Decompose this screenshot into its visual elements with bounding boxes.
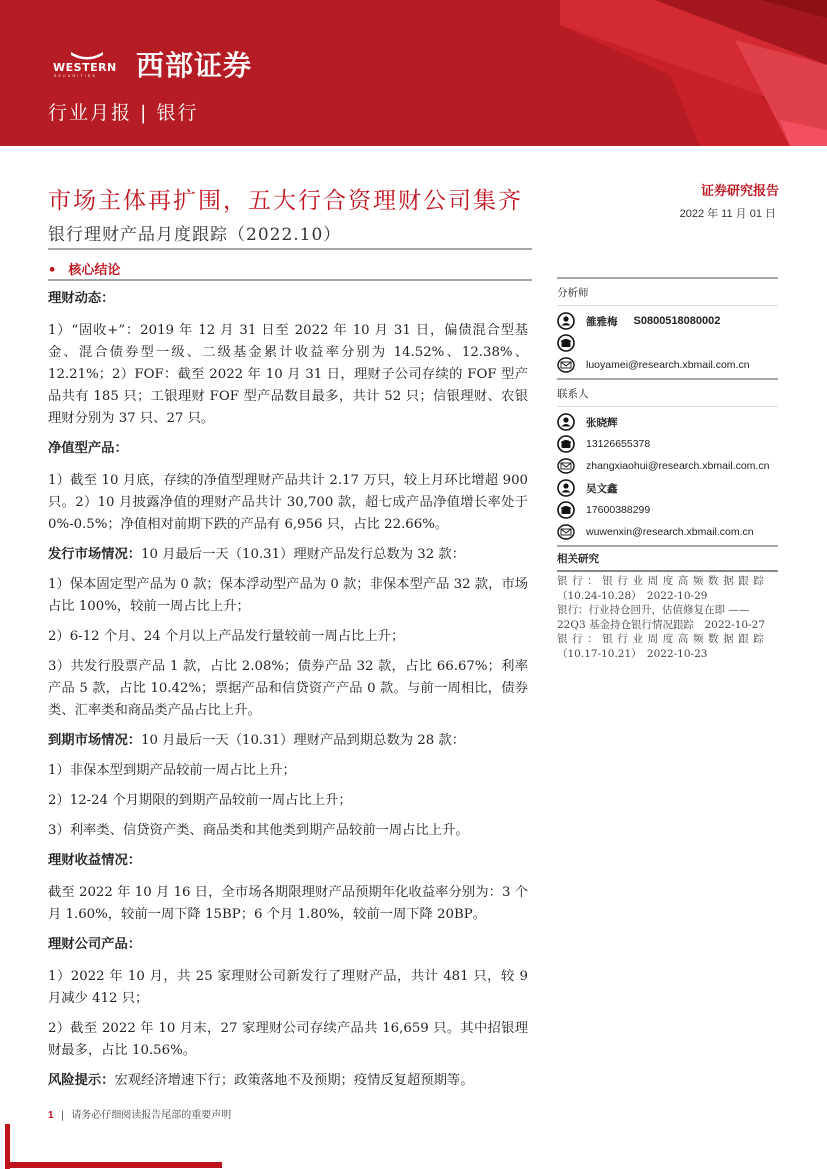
paragraph: 1）2022 年 10 月，共 25 家理财公司新发行了理财产品，共计 481 只，较 9 月减少 412 只； [48, 969, 528, 1006]
contact-phone: 17600388299 [586, 504, 651, 516]
page-footer [48, 1106, 231, 1121]
footer-separator: | [60, 1110, 65, 1121]
corner-decoration [5, 1162, 222, 1168]
core-label: 核心结论 [68, 263, 121, 278]
paragraph: 1）截至 10 月底，存续的净值型理财产品共计 2.17 万只，较上月环比增超 900 只。2）10 月披露净值的理财产品共计 30,700 款，超七成产品净值增长率处于 0%-0.5%；净值相对前期下跌的产品有 6,956 只，占比 22.66%。 [48, 473, 528, 532]
section-heading: 理财收益情况： [48, 853, 142, 868]
contact-email-row [557, 455, 778, 477]
company-logo [52, 44, 252, 84]
risk-warning [48, 1070, 528, 1092]
report-label: 证券研究报告 [700, 184, 779, 199]
contact-email[interactable]: zhangxiaohui@research.xbmail.com.cn [586, 460, 770, 472]
contact-phone: 13126655378 [586, 438, 651, 450]
paragraph: 2）6-12 个月、24 个月以上产品发行量较前一周占比上升； [48, 629, 405, 644]
footer-disclaimer: 请务必仔细阅读报告尾部的重要声明 [71, 1110, 232, 1121]
section-heading-tail: 10 月最后一天（10.31）理财产品发行总数为 32 款： [141, 547, 466, 562]
report-header-banner [0, 0, 827, 146]
analyst-name-row [557, 310, 778, 332]
analyst-name: 雒雅梅 [586, 315, 618, 328]
paragraph: 2）截至 2022 年 10 月末，27 家理财公司存续产品共 16,659 只。其中招银理财最多，占比 10.56%。 [48, 1021, 528, 1058]
main-body [48, 288, 528, 1100]
section-heading: 理财动态： [48, 291, 115, 306]
related-date: （10.17-10.21） 2022-10-23 [557, 647, 708, 660]
section-heading: 理财公司产品： [48, 937, 142, 952]
section-heading: 到期市场情况： [48, 733, 142, 748]
section-heading: 风险提示： [48, 1073, 115, 1088]
contact-phone-row [557, 433, 778, 455]
contact-email[interactable]: wuwenxin@research.xbmail.com.cn [586, 526, 754, 538]
phone-icon [557, 435, 575, 453]
divider [48, 279, 532, 281]
paragraph: 截至 2022 年 10 月 16 日，全市场各期限理财产品预期年化收益率分别为：3 个月 1.60%，较前一周下降 15BP；6 个月 1.80%，较前一周下降 20BP。 [48, 885, 528, 922]
paragraph: 1）保本固定型产品为 0 款；保本浮动型产品为 0 款；非保本型产品 32 款，市场占比 100%，较前一周占比上升； [48, 577, 528, 614]
related-date: 22Q3 基金持仓银行情况跟踪 2022-10-27 [557, 618, 766, 631]
page-number: 1 [48, 1110, 54, 1121]
page-subtitle: 银行理财产品月度跟踪（2022.10） [48, 225, 342, 245]
related-title: 银行：银行业周度高频数据跟踪 [557, 633, 769, 645]
contact-name: 吴文鑫 [586, 482, 618, 495]
paragraph: 3）利率类、信贷资产类、商品类和其他类到期产品较前一周占比上升。 [48, 823, 469, 838]
bullet-icon: • [48, 263, 57, 278]
western-logo-mark [52, 49, 122, 79]
person-icon [557, 479, 575, 497]
contact-phone-row [557, 499, 778, 521]
page-title: 市场主体再扩围，五大行合资理财公司集齐 [48, 188, 523, 214]
section-heading: 发行市场情况： [48, 547, 142, 562]
related-date: （10.24-10.28） 2022-10-29 [557, 589, 708, 602]
email-icon [557, 523, 575, 541]
email-icon [557, 356, 575, 374]
logo-english: WESTERN [53, 61, 117, 74]
risk-text: 宏观经济增速下行；政策落地不及预期；疫情反复超预期等。 [114, 1073, 474, 1088]
section-heading: 净值型产品： [48, 441, 128, 456]
core-conclusion-heading [48, 259, 120, 278]
paragraph: 1）非保本型到期产品较前一周占比上升； [48, 763, 296, 778]
related-title: 银行：银行业周度高频数据跟踪 [557, 575, 769, 587]
bull-horns-icon [70, 49, 104, 61]
contact-name-row [557, 411, 778, 433]
logo-chinese: 西部证券 [136, 49, 253, 82]
paragraph: 1）“固收+”：2019 年 12 月 31 日至 2022 年 10 月 31 日，偏债混合型基金、混合债券型一级、二级基金累计收益率分别为 14.52%、12.38%、12.21%；2）FOF：截至 2022 年 10 月 31 日，理财子公司存续的 FOF 型产品共有 185 只；工银理财 FOF 型产品数目最多，共计 52 只；信银理财、农银理财分别为 37 只、27 只。 [48, 323, 528, 426]
logo-subtext: SECURITIES [54, 74, 98, 78]
section-heading-line [48, 544, 528, 566]
contact-email-row [557, 521, 778, 543]
person-icon [557, 413, 575, 431]
paragraph: 2）12-24 个月期限的到期产品较前一周占比上升； [48, 793, 352, 808]
email-icon [557, 457, 575, 475]
section-heading-line [48, 730, 528, 752]
phone-icon [557, 334, 575, 352]
contact-heading: 联系人 [557, 380, 778, 407]
report-category: 行业月报 | 银行 [48, 102, 199, 124]
analyst-heading: 分析师 [557, 279, 778, 306]
related-research-item[interactable] [557, 632, 778, 661]
analyst-phone-row [557, 332, 778, 354]
contact-name: 张晓辉 [586, 416, 618, 429]
paragraph: 3）共发行股票产品 1 款，占比 2.08%；债券产品 32 款，占比 66.67%；利率产品 5 款，占比 10.42%；票据产品和信贷资产产品 0 款。与前一周相比，债券类、汇率类和商品类产品占比上升。 [48, 659, 528, 718]
report-date: 2022 年 11 月 01 日 [679, 208, 776, 220]
person-icon [557, 312, 575, 330]
related-research-heading: 相关研究 [557, 547, 778, 572]
sidebar [557, 277, 778, 661]
contact-name-row [557, 477, 778, 499]
analyst-email[interactable]: luoyamei@research.xbmail.com.cn [586, 359, 750, 371]
related-research-item[interactable] [557, 603, 778, 632]
section-heading-tail: 10 月最后一天（10.31）理财产品到期总数为 28 款： [141, 733, 466, 748]
phone-icon [557, 501, 575, 519]
divider [48, 248, 532, 250]
related-research-item[interactable] [557, 574, 778, 603]
analyst-license-code: S0800518080002 [633, 315, 721, 327]
related-title: 银行：行业持仓回升，估值修复在即 —— [557, 604, 750, 616]
analyst-email-row [557, 354, 778, 376]
